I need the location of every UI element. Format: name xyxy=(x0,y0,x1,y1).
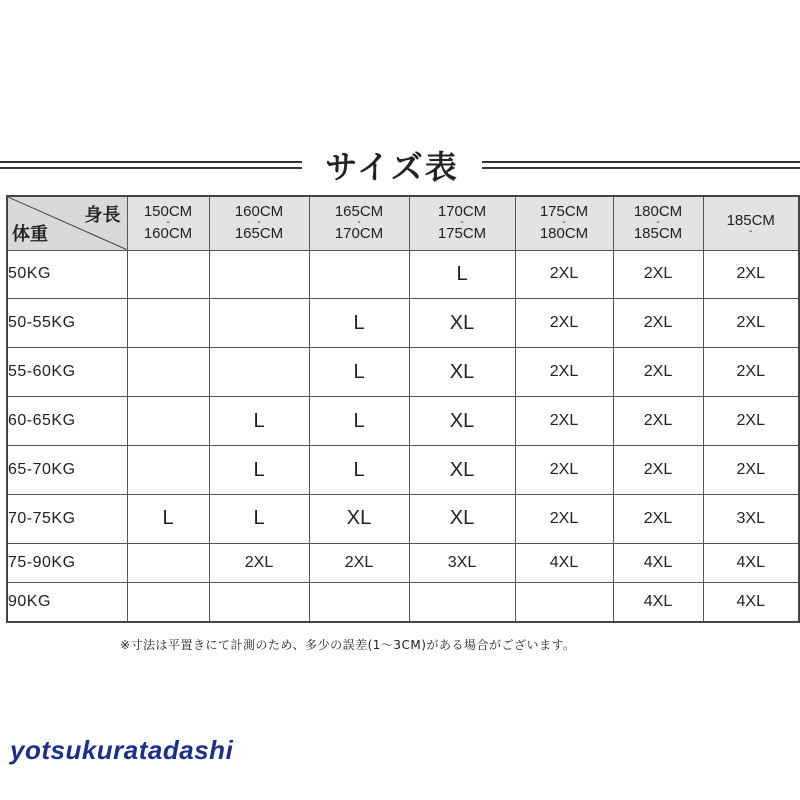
size-cell: XL xyxy=(409,348,515,397)
size-cell xyxy=(209,299,309,348)
size-cell: 2XL xyxy=(613,495,703,544)
size-cell xyxy=(127,299,209,348)
size-cell: L xyxy=(409,250,515,299)
title-divider-right-1 xyxy=(482,161,800,163)
size-cell xyxy=(209,582,309,622)
weight-cell: 75-90KG xyxy=(7,543,127,582)
size-cell: XL xyxy=(309,495,409,544)
table-row xyxy=(7,250,799,299)
height-col-header: 165CM - 170CM xyxy=(309,196,409,250)
size-cell: 2XL xyxy=(703,446,799,495)
size-cell: XL xyxy=(409,299,515,348)
size-cell: XL xyxy=(409,446,515,495)
size-cell: 2XL xyxy=(515,397,613,446)
size-cell xyxy=(309,582,409,622)
table-header-row xyxy=(7,196,799,250)
table-row xyxy=(7,348,799,397)
size-cell xyxy=(309,250,409,299)
title-divider-right-2 xyxy=(482,167,800,169)
size-cell: L xyxy=(309,348,409,397)
size-cell xyxy=(127,446,209,495)
height-col-header: 150CM - 160CM xyxy=(127,196,209,250)
size-cell xyxy=(209,250,309,299)
table-body xyxy=(7,250,799,622)
size-cell: L xyxy=(309,299,409,348)
weight-cell: 60-65KG xyxy=(7,397,127,446)
size-cell xyxy=(209,348,309,397)
table-row xyxy=(7,397,799,446)
size-cell: 2XL xyxy=(703,299,799,348)
page-title: サイズ表 xyxy=(325,148,459,186)
size-cell: 2XL xyxy=(515,250,613,299)
size-cell: 2XL xyxy=(613,446,703,495)
table-row xyxy=(7,299,799,348)
size-cell: L xyxy=(209,397,309,446)
size-cell: 3XL xyxy=(409,543,515,582)
weight-cell: 50KG xyxy=(7,250,127,299)
size-cell: 4XL xyxy=(613,582,703,622)
weight-cell: 90KG xyxy=(7,582,127,622)
size-cell: 4XL xyxy=(703,543,799,582)
size-cell xyxy=(127,250,209,299)
size-cell: L xyxy=(209,495,309,544)
size-cell: XL xyxy=(409,397,515,446)
size-cell: 2XL xyxy=(309,543,409,582)
size-cell: 4XL xyxy=(613,543,703,582)
size-cell: 2XL xyxy=(703,348,799,397)
table-row xyxy=(7,582,799,622)
size-cell xyxy=(127,582,209,622)
height-col-header: 160CM - 165CM xyxy=(209,196,309,250)
size-cell: 2XL xyxy=(515,446,613,495)
height-axis-label: 身長 xyxy=(84,205,121,226)
title-divider-left-1 xyxy=(0,161,302,163)
weight-cell: 50-55KG xyxy=(7,299,127,348)
size-cell xyxy=(127,543,209,582)
size-cell: L xyxy=(127,495,209,544)
size-cell: 2XL xyxy=(703,250,799,299)
size-cell: 2XL xyxy=(515,495,613,544)
size-cell: 2XL xyxy=(613,250,703,299)
size-cell xyxy=(127,397,209,446)
table-row xyxy=(7,543,799,582)
size-cell: 4XL xyxy=(515,543,613,582)
size-cell: 4XL xyxy=(703,582,799,622)
size-cell xyxy=(409,582,515,622)
size-cell: 2XL xyxy=(613,397,703,446)
measurement-note: ※寸法は平置きにて計測のため、多少の誤差(1〜3CM)がある場合がございます。 xyxy=(120,638,576,652)
size-cell: 2XL xyxy=(613,348,703,397)
height-col-header: 180CM - 185CM xyxy=(613,196,703,250)
size-cell: XL xyxy=(409,495,515,544)
weight-axis-label: 体重 xyxy=(12,223,48,245)
size-cell: L xyxy=(209,446,309,495)
size-cell: 2XL xyxy=(703,397,799,446)
size-cell: 2XL xyxy=(515,299,613,348)
size-cell: L xyxy=(309,446,409,495)
size-cell: 2XL xyxy=(515,348,613,397)
title-divider-left-2 xyxy=(0,167,302,169)
table-row xyxy=(7,446,799,495)
table-corner-cell xyxy=(7,196,127,250)
size-cell xyxy=(127,348,209,397)
size-cell: 2XL xyxy=(209,543,309,582)
table-row xyxy=(7,495,799,544)
height-col-header: 170CM - 175CM xyxy=(409,196,515,250)
title-bar xyxy=(0,140,800,190)
height-col-header: 175CM - 180CM xyxy=(515,196,613,250)
weight-cell: 55-60KG xyxy=(7,348,127,397)
size-table xyxy=(6,195,800,623)
size-cell: 2XL xyxy=(613,299,703,348)
weight-cell: 70-75KG xyxy=(7,495,127,544)
weight-cell: 65-70KG xyxy=(7,446,127,495)
size-cell xyxy=(515,582,613,622)
size-cell: 3XL xyxy=(703,495,799,544)
watermark-text: yotsukuratadashi xyxy=(10,735,234,765)
size-cell: L xyxy=(309,397,409,446)
height-col-header: 185CM - xyxy=(703,196,799,250)
